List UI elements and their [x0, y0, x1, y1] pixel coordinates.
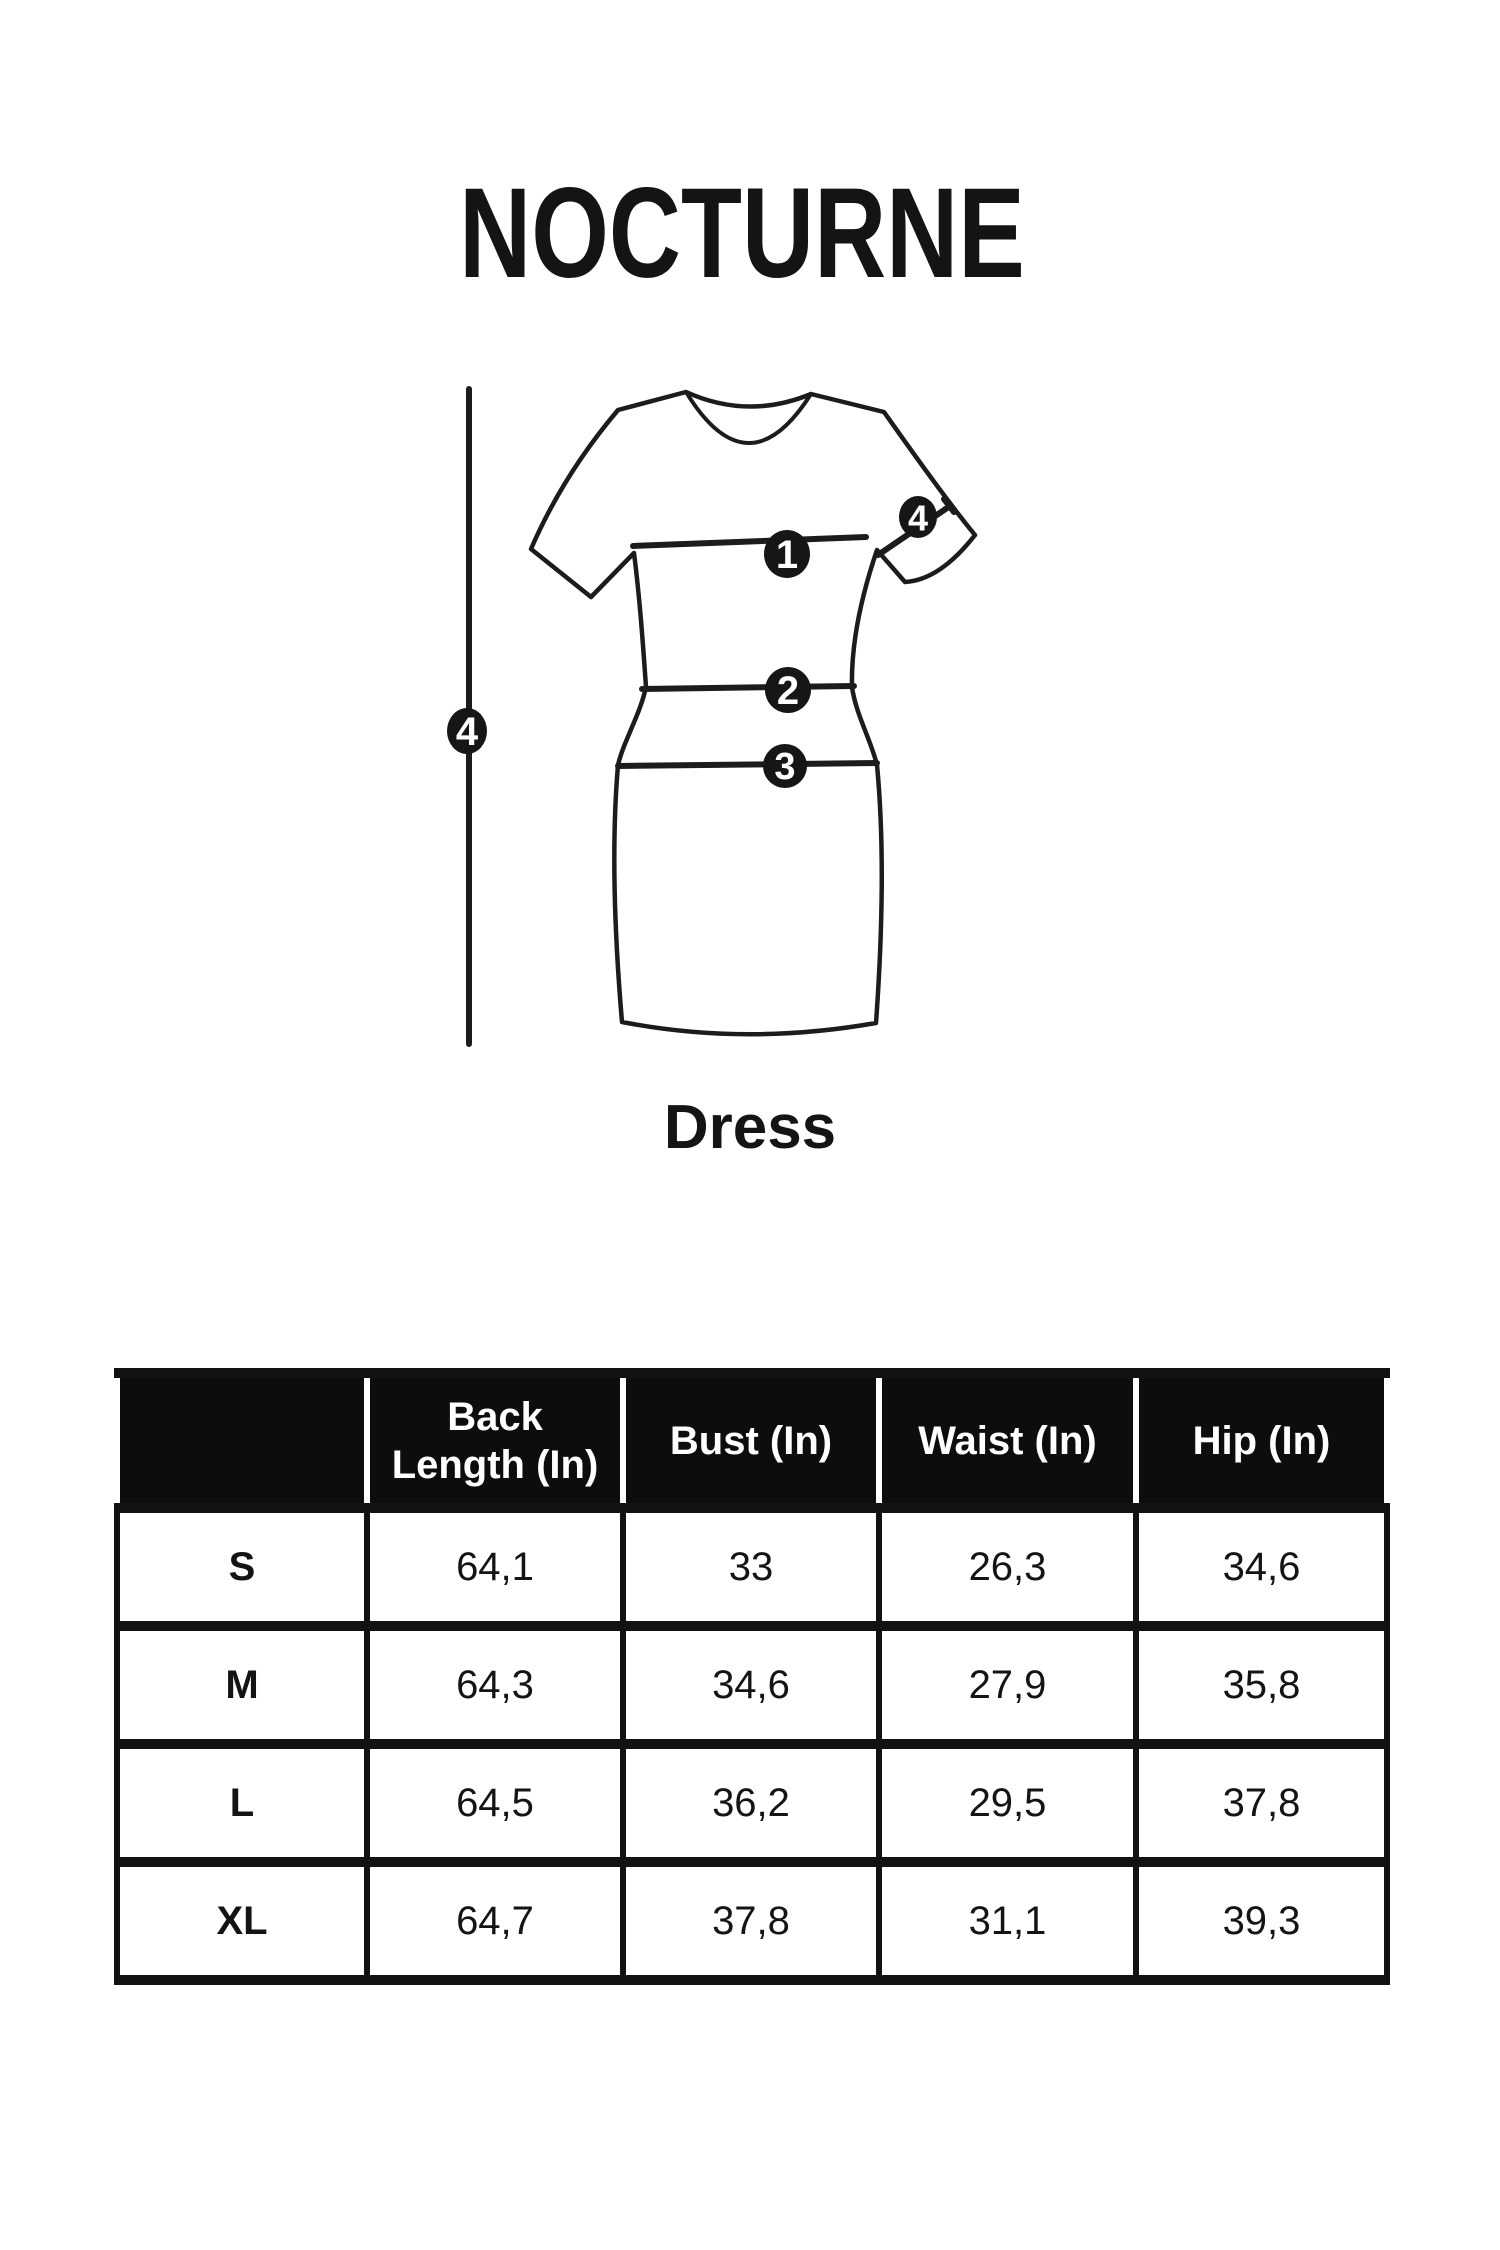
- waist-value: 29,5: [879, 1744, 1136, 1862]
- waist-value: 26,3: [879, 1508, 1136, 1626]
- dress-diagram: [415, 370, 1035, 1060]
- back-length-value: 64,1: [367, 1508, 623, 1626]
- waist-value: 31,1: [879, 1862, 1136, 1980]
- table-row-xl: [117, 1862, 1387, 1980]
- column-header-back-length: Back Length (In): [367, 1373, 623, 1508]
- waist-value: 27,9: [879, 1626, 1136, 1744]
- column-header-size: [117, 1373, 367, 1508]
- column-header-hip: Hip (In): [1136, 1373, 1387, 1508]
- back-length-value: 64,3: [367, 1626, 623, 1744]
- column-header-bust: Bust (In): [623, 1373, 879, 1508]
- size-label: S: [117, 1508, 367, 1626]
- size-label: L: [117, 1744, 367, 1862]
- hip-value: 34,6: [1136, 1508, 1387, 1626]
- hip-value: 39,3: [1136, 1862, 1387, 1980]
- back-length-marker: [447, 708, 487, 754]
- bust-value: 36,2: [623, 1744, 879, 1862]
- size-label: XL: [117, 1862, 367, 1980]
- size-table: [114, 1368, 1390, 1985]
- diagram-caption: Dress: [663, 1093, 837, 1162]
- back-length-value: 64,5: [367, 1744, 623, 1862]
- hip-marker-label: 3: [774, 746, 796, 788]
- bust-value: 37,8: [623, 1862, 879, 1980]
- bust-marker-label: 1: [775, 533, 799, 577]
- bust-value: 34,6: [623, 1626, 879, 1744]
- dress-outline: [531, 392, 975, 1034]
- bust-value: 33: [623, 1508, 879, 1626]
- bust-marker: [764, 530, 810, 578]
- table-header-row: [117, 1373, 1387, 1508]
- hip-value: 37,8: [1136, 1744, 1387, 1862]
- waist-marker-label: 2: [776, 669, 800, 713]
- back-length-marker-label: 4: [455, 710, 479, 754]
- waist-line: [642, 686, 854, 689]
- brand-title: NOCTURNE: [459, 162, 1025, 305]
- table-row-l: [117, 1744, 1387, 1862]
- table-row-s: [117, 1508, 1387, 1626]
- table-row-m: [117, 1626, 1387, 1744]
- column-header-waist: Waist (In): [879, 1373, 1136, 1508]
- waist-marker: [765, 667, 811, 713]
- hip-line: [618, 763, 877, 766]
- hip-value: 35,8: [1136, 1626, 1387, 1744]
- back-length-value: 64,7: [367, 1862, 623, 1980]
- size-label: M: [117, 1626, 367, 1744]
- sleeve-marker-label: 4: [907, 497, 929, 539]
- hip-marker: [763, 744, 807, 788]
